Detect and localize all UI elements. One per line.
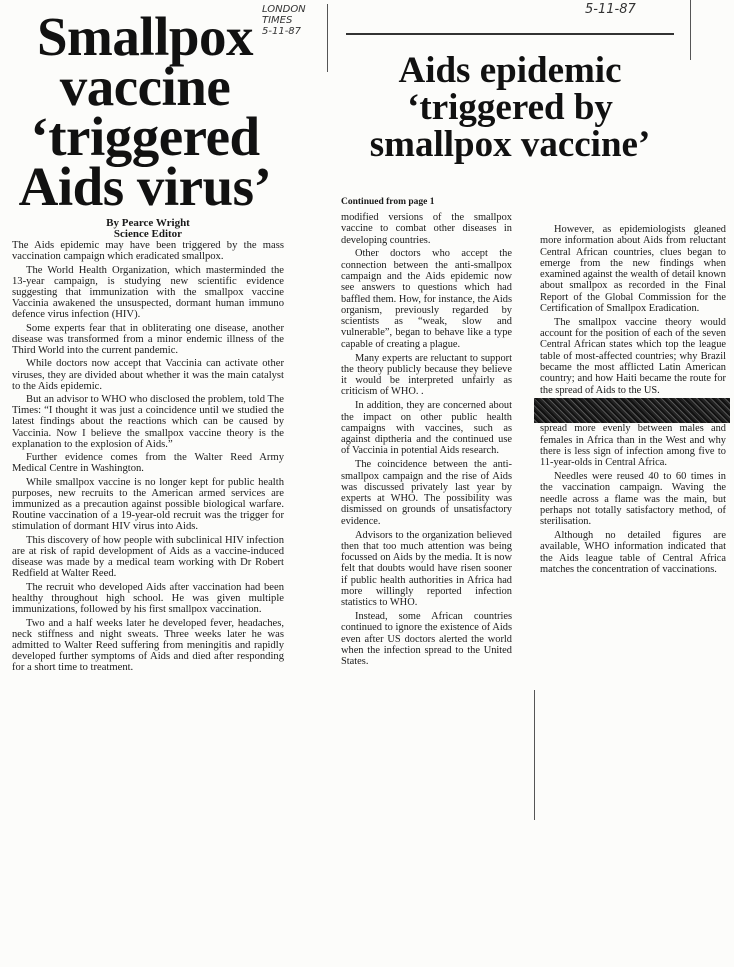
- paragraph: Advisors to the organization believed then that too much attention was being focussed on Aids by the media. It is now felt that doubts would have risen sooner if public health authorities in Africa had more willingly reported infection statistics to WHO.: [341, 529, 512, 609]
- handnote-line: 5-11-87: [262, 26, 302, 37]
- headline-left: [6, 6, 284, 217]
- paragraph: However, as epidemiologists gleaned more information about Aids from reluctant Central African countries, clues began to emerge from the new findings when examined against the wealth of detail known about smallpox as recorded in the Final Report of the Global Commission for the Certification of Smallpox Eradication.: [540, 224, 726, 315]
- paragraph: The recruit who developed Aids after vaccination had been healthy throughout high school. He was given multiple immunizations, followed by his first smallpox vaccination.: [12, 581, 284, 615]
- paragraph: The coincidence between the anti-smallpox campaign and the rise of Aids was discussed privately last year by experts at WHO. The possibility was dismissed on grounds of unsatisfactory evidence.: [341, 459, 512, 527]
- article-left-body: [12, 240, 284, 673]
- clip-edge-line: [534, 690, 535, 820]
- headline-line: smallpox vaccine’: [369, 124, 651, 165]
- headline-line: Smallpox: [36, 6, 254, 67]
- paragraph: Other doctors who accept the connection between the anti-smallpox campaign and the Aids epidemic now see answers to questions which had baffled them. How, for instance, the Aids organism, previously regarded by scientists as “weak, slow and vulnerable”, began to behave like a type capable of creating a plague.: [341, 248, 512, 350]
- byline-author: By Pearce Wright: [106, 217, 190, 229]
- headline-line: ‘triggered by: [407, 87, 613, 128]
- headline-line: ‘triggered: [30, 106, 260, 167]
- handwritten-date-note: 5-11-87: [585, 2, 636, 17]
- article-right-column-a: [341, 212, 512, 670]
- paragraph: Needles were reused 40 to 60 times in the vaccination campaign. Waving the needle across a flame was the main, but perhaps not totally satisfactory method, of sterilisation.: [540, 471, 726, 528]
- headline-line: Aids virus’: [18, 156, 272, 217]
- redacted-text-block: [534, 398, 730, 423]
- byline: [12, 218, 284, 240]
- headline-line: Aids epidemic: [398, 50, 622, 91]
- paragraph: In addition, they are concerned about the impact on other public health campaigns with vaccines, such as against diptheria and the continued use of Vaccinia in potential Aids research.: [341, 400, 512, 457]
- paragraph: But an advisor to WHO who disclosed the problem, told The Times: “I thought it was just a coincidence until we studied the latest findings about the reactions which can be caused by Vaccinia. Now I believe the smallpox vaccine theory is the explanation to the explosion of Aids.”: [12, 394, 284, 450]
- paragraph: Two and a half weeks later he developed fever, headaches, neck stiffness and night sweats. Three weeks later he was admitted to Walter Reed suffering from meningitis and rapidly developed further symptoms of Aids and died after responding for a short time to treatment.: [12, 617, 284, 673]
- continued-note: Continued from page 1: [341, 197, 435, 207]
- clip-edge-line: [327, 4, 328, 72]
- paragraph: Although no detailed figures are available, WHO information indicated that the Aids league table of Central Africa matches the concentration of vaccinations.: [540, 530, 726, 576]
- paragraph: This discovery of how people with subclinical HIV infection are at risk of rapid development of Aids as a vaccine-induced disease was made by a medical team working with Dr Robert Redfield at Walter Reed.: [12, 534, 284, 580]
- headline-rule: [346, 33, 674, 35]
- article-right-column-b: [540, 224, 726, 578]
- paragraph: modified versions of the smallpox vaccine to combat other diseases in developing countries.: [341, 212, 512, 246]
- paragraph: The smallpox vaccine theory would account for the position of each of the seven Central African states which top the league table of most-affected countries; why Brazil became the most afflicted Latin American country; and how Haiti became the route for the spread of Aids to the US.: [540, 316, 726, 396]
- handnote-line: TIMES: [262, 15, 293, 26]
- paragraph: Some experts fear that in obliterating one disease, another disease was transformed from a minor endemic illness of the Third World into the current pandemic.: [12, 322, 284, 356]
- byline-title: Science Editor: [113, 228, 183, 240]
- clip-edge-line: [690, 0, 691, 60]
- article-left: [12, 0, 284, 675]
- paragraph: The World Health Organization, which masterminded the 13-year campaign, is studying new scientific evidence suggesting that immunization with the smallpox vaccine Vaccinia awakened the unsuspected, dormant human immuno defence virus infection (HIV).: [12, 264, 284, 321]
- paragraph: Instead, some African countries continued to ignore the existence of Aids even after US doctors alerted the world when the infection spread to the United States.: [341, 611, 512, 668]
- paragraph: Further evidence comes from the Walter Reed Army Medical Centre in Washington.: [12, 452, 284, 475]
- paragraph: While doctors now accept that Vaccinia can activate other viruses, they are divided about whether it was the main catalyst to the Aids epidemic.: [12, 358, 284, 392]
- paragraph: The Aids epidemic may have been triggered by the mass vaccination campaign which eradicated smallpox.: [12, 240, 284, 263]
- paragraph: While smallpox vaccine is no longer kept for public health purposes, new recruits to the American armed services are immunized as a precaution against possible biological warfare. Routine vaccination of a 19-year-old recruit was the trigger for stimulation of dormant HIV virus into Aids.: [12, 476, 284, 533]
- paragraph: Many experts are reluctant to support the theory publicly because they believe it would be interpreted unfairly as criticism of WHO. .: [341, 352, 512, 398]
- handnote-line: LONDON: [262, 4, 306, 15]
- headline-right: [340, 52, 680, 163]
- paragraph: spread more evenly between males and females in Africa than in the West and why there is less sign of infection among five to 11-year-olds in Central Africa.: [540, 423, 726, 469]
- headline-line: vaccine: [59, 56, 231, 117]
